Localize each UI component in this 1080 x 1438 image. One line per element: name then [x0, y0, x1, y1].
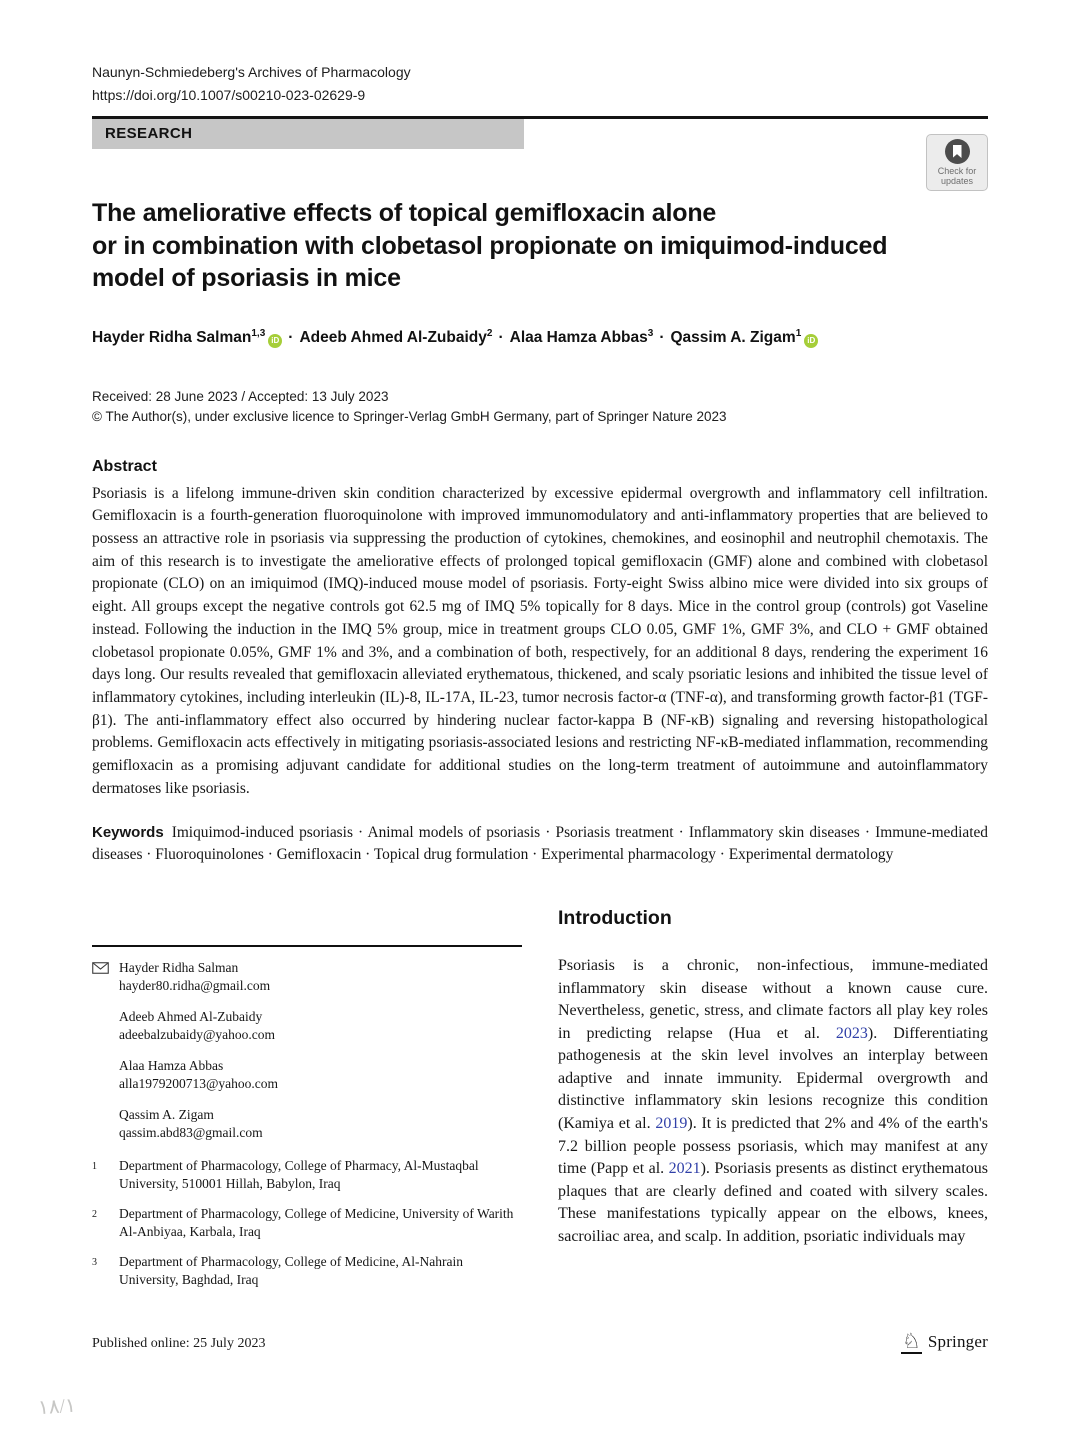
header-rule — [92, 116, 988, 186]
article-title — [92, 197, 988, 295]
corr-name: Hayder Ridha Salman — [119, 959, 239, 975]
co-author-contact — [92, 1106, 522, 1143]
author-list — [92, 328, 988, 348]
envelope-icon — [92, 961, 109, 980]
abstract-text: Psoriasis is a lifelong immune-driven skin condition characterized by excessive epidermal overgrowth and inflammatory cell infiltration. Gemifloxacin is a fourth-generation fluoroquinolone with improved immunomodulatory and anti-inflammatory properties that are believed to possess an attractive role in psoriasis via suppressing the production of cytokines, chemokines, and eosinophil and neutrophil chemotaxis. The aim of this research is to investigate the ameliorative effects of prolonged topical gemifloxacin (GMF) alone and combined with clobetasol propionate (CLO) on an imiquimod (IMQ)-induced mouse model of psoriasis. Forty-eight Swiss albino mice were divided into six groups of eight. All groups except the negative controls got 62.5 mg of IMQ 5% topically for 8 days. Mice in the control group (controls) got Vaseline instead. Following the induction in the IMQ 5% group, mice in treatment groups CLO 0.05, GMF 1%, GMF 3%, and CLO + GMF obtained clobetasol propionate 0.05%, GMF 1% and 3%, and a combination of both, respectively, for an additional 8 days, rendering the experiment 16 days long. Our results revealed that gemifloxacin alleviated erythematous, thickened, and scaly psoriatic lesions and inhibited the tissue level of inflammatory cytokines, including interleukin (IL)-8, IL-17A, IL-23, tumor necrosis factor-α (TNF-α), and transforming growth factor-β1 (TGF-β1). The anti-inflammatory effect also occurred by hindering nuclear factor-kappa B (NF-κB) signaling and reversing histopathological problems. Gemifloxacin acts effectively in mitigating psoriasis-associated lesions and restricting NF-κB-mediated inflammation, recommending gemifloxacin as a promising adjuvant candidate for additional studies on the long-term treatment of autoimmune and autoinflammatory dermatoses like psoriasis. — [92, 484, 988, 797]
corr-name: Alaa Hamza Abbas — [119, 1057, 224, 1073]
published-online-date: Published online: 25 July 2023 — [92, 1336, 266, 1351]
orcid-icon[interactable]: iD — [804, 334, 818, 348]
author-separator: · — [659, 328, 665, 346]
citation-link[interactable]: 2021 — [668, 1160, 701, 1178]
title-line-2: or in combination with clobetasol propionate on imiquimod-induced — [92, 231, 888, 260]
introduction-heading: Introduction — [558, 906, 672, 929]
citation-link[interactable]: 2019 — [655, 1115, 688, 1133]
check-for-updates-button[interactable] — [926, 134, 988, 191]
corr-name: Qassim A. Zigam — [119, 1106, 214, 1122]
springer-knight-icon: ♘ — [902, 1329, 921, 1353]
abstract-heading: Abstract — [92, 457, 157, 475]
author-separator: · — [498, 328, 504, 346]
corresponding-author — [92, 959, 522, 996]
footnote-rule — [92, 945, 522, 947]
corr-name: Adeeb Ahmed Al-Zubaidy — [119, 1008, 263, 1024]
title-line-1: The ameliorative effects of topical gemifloxacin alone — [92, 199, 717, 227]
footnote-column — [92, 907, 522, 1290]
affiliation-2: 2 Department of Pharmacology, College of Medicine, University of Warith Al-Anbiyaa, Karbala, Iraq — [92, 1205, 514, 1240]
springer-logo-text: Springer — [927, 1332, 988, 1351]
corr-email[interactable]: alla1979200713@yahoo.com — [119, 1076, 279, 1092]
keywords-text: Imiquimod-induced psoriasis · Animal models of psoriasis · Psoriasis treatment · Inflammatory skin diseases · Immune-mediated diseases · Fluoroquinolones · Gemifloxacin · Topical drug formulation · Experimental pharmacology · Experimental dermatology — [92, 823, 988, 864]
journal-name: Naunyn-Schmiedeberg's Archives of Pharmacology — [92, 64, 411, 80]
received-accepted-dates: Received: 28 June 2023 / Accepted: 13 July 2023 — [92, 388, 389, 404]
author-4: Qassim A. Zigam$^1$iD — [670, 329, 818, 346]
doi-link[interactable]: https://doi.org/10.1007/s00210-023-02629-9 — [92, 87, 366, 103]
keywords-block — [92, 822, 988, 867]
update-bookmark-icon — [945, 139, 970, 164]
springer-logo — [901, 1330, 988, 1354]
affiliation-3: 3 Department of Pharmacology, College of Medicine, Al-Nahrain University, Baghdad, Iraq — [92, 1253, 464, 1288]
title-line-3: model of psoriasis in mice — [92, 264, 401, 292]
co-author-contact — [92, 1057, 522, 1094]
co-author-contact — [92, 1008, 522, 1045]
article-type-badge: RESEARCH — [92, 119, 524, 149]
corr-email[interactable]: adeebalzubaidy@yahoo.com — [119, 1027, 275, 1043]
corr-email[interactable]: qassim.abd83@gmail.com — [119, 1125, 263, 1141]
check-updates-line1: Check for — [937, 166, 977, 176]
affiliation-1: 1 Department of Pharmacology, College of Pharmacy, Al-Mustaqbal University, 510001 Hillah, Babylon, Iraq — [92, 1157, 479, 1192]
handwritten-page-mark: ١٨/١ — [37, 1394, 77, 1420]
orcid-icon[interactable]: iD — [268, 334, 282, 348]
author-2: Adeeb Ahmed Al-Zubaidy$^2$ — [299, 327, 493, 346]
introduction-column — [558, 907, 988, 1290]
citation-link[interactable]: 2023 — [835, 1024, 868, 1042]
keywords-label: Keywords — [92, 823, 164, 841]
author-1: Hayder Ridha Salman$^{1,3}$iD — [92, 329, 282, 346]
author-3: Alaa Hamza Abbas$^3$ — [509, 327, 654, 346]
corr-email[interactable]: hayder80.ridha@gmail.com — [119, 978, 271, 994]
copyright-line: © The Author(s), under exclusive licence to Springer-Verlag GmbH Germany, part of Springer Nature 2023 — [92, 408, 727, 424]
introduction-paragraph: Psoriasis is a chronic, non-infectious, immune-mediated inflammatory skin disease without a known cause cure. Nevertheless, genetic, stress, and climate factors all play key roles in predicting relapse (Hua et al. 2023). Differentiating pathogenesis at the skin level involves an interplay between adaptive and innate immunity. Epidermal overgrowth and distinctive inflammatory skin lesions recognize this condition (Kamiya et al. 2019). It is predicted that 2% and 4% of the earth's 7.2 billion people possess psoriasis, which may manifest at any time (Papp et al. 2021). Psoriasis presents as distinct erythematous plaques that are clearly defined and coated with silvery scales. These manifestations typically appear on the elbows, knees, sacroiliac area, and scalp. In addition, psoriatic individuals may — [558, 956, 989, 1246]
check-updates-line2: updates — [940, 176, 973, 186]
author-separator: · — [288, 328, 294, 346]
